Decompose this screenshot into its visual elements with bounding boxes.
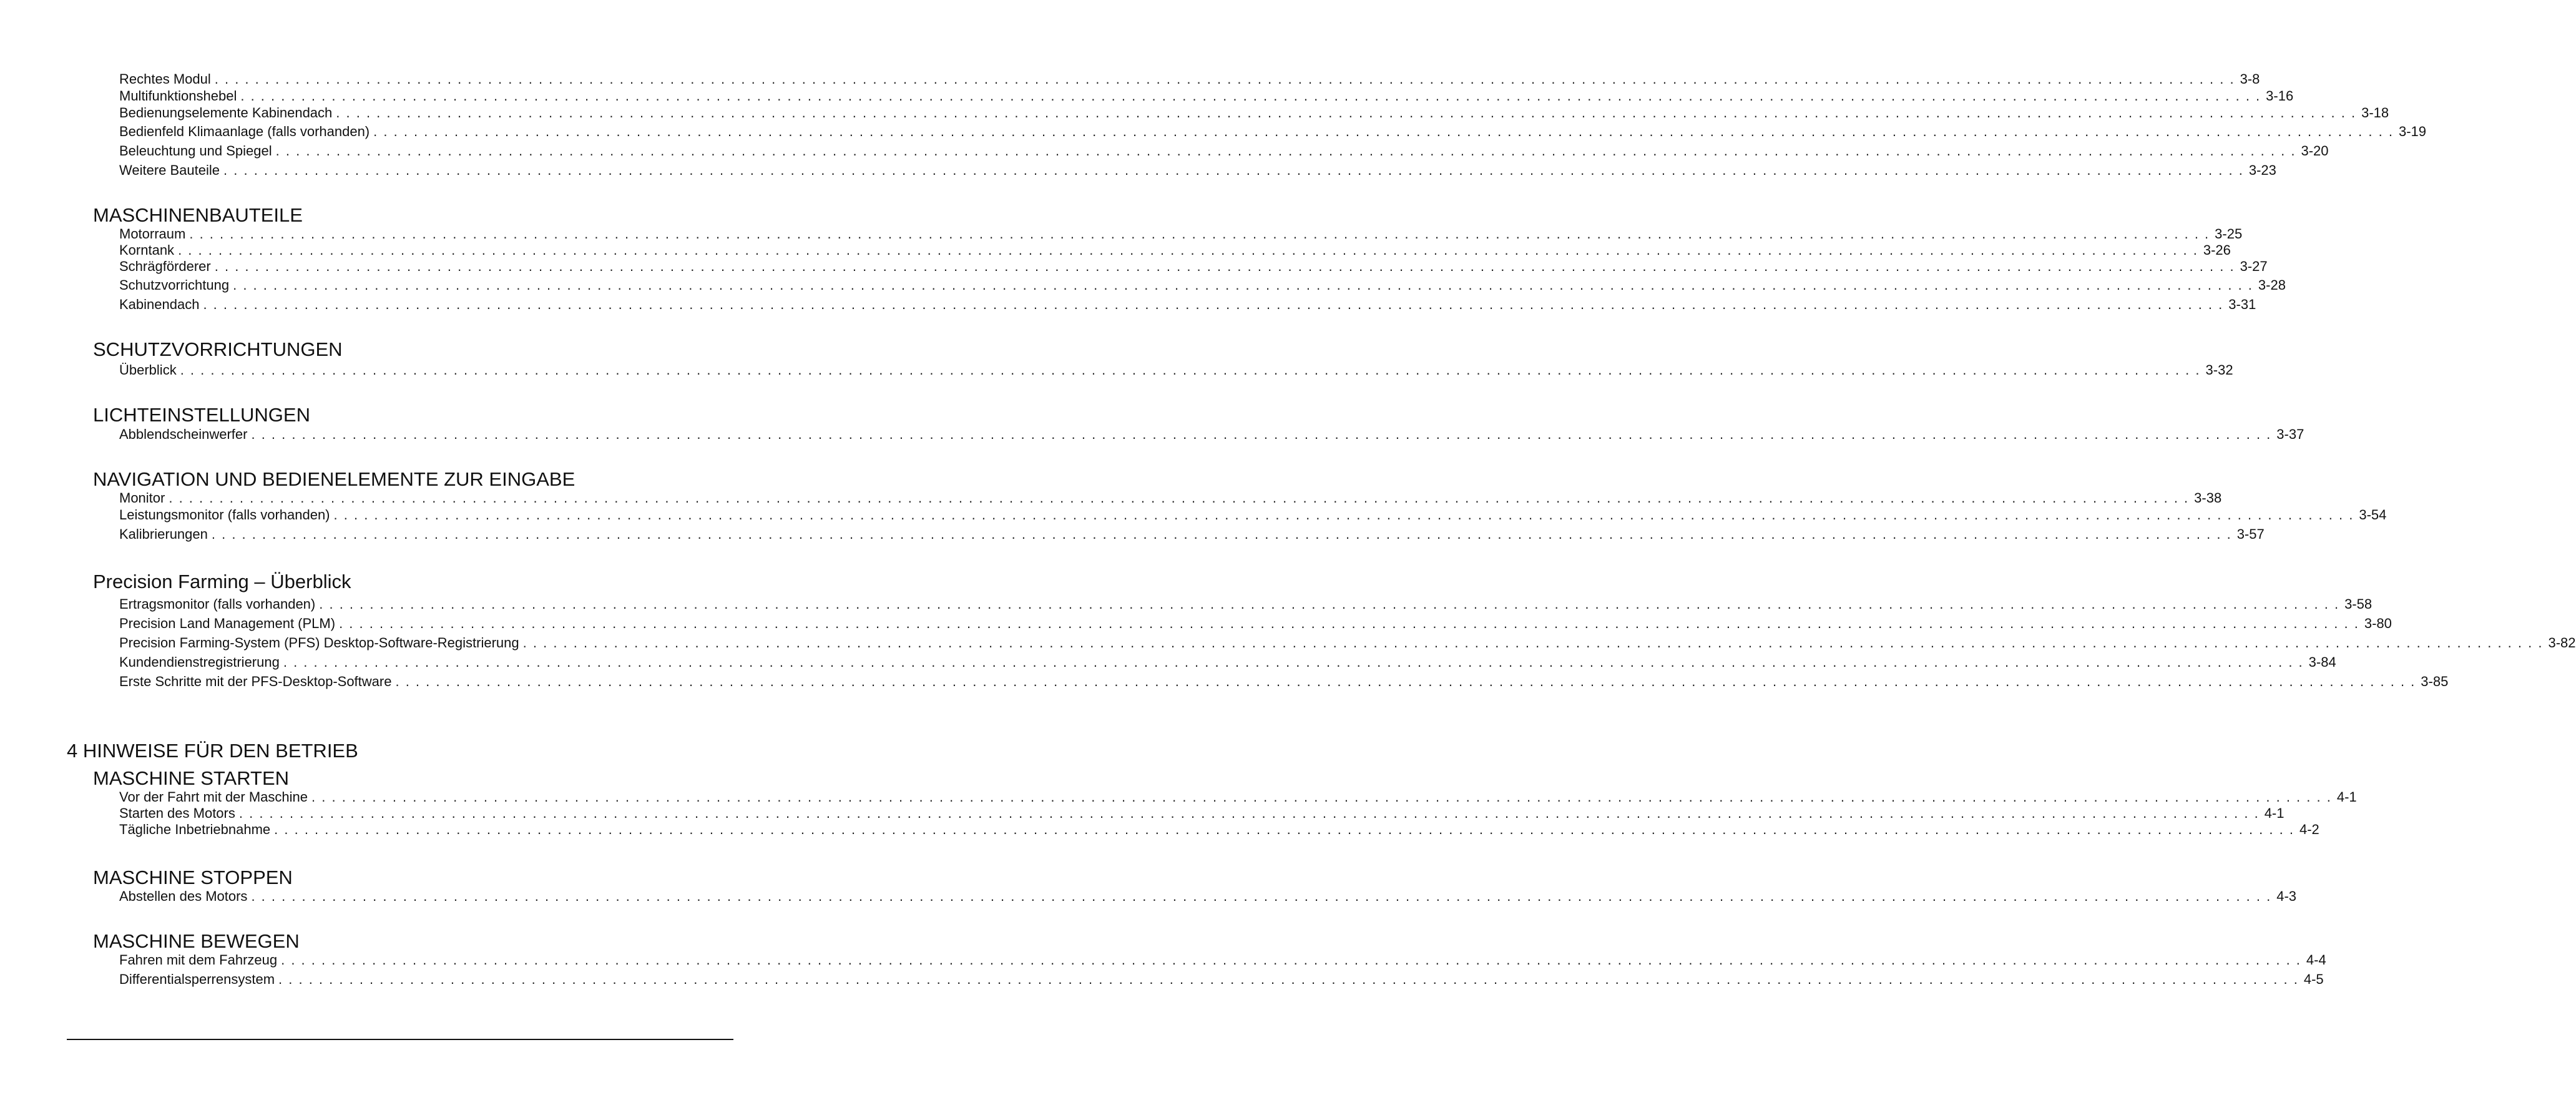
toc-entry[interactable] <box>119 596 2373 612</box>
toc-entry-page: 3-84 <box>2308 654 2336 670</box>
toc-entry[interactable] <box>119 105 2389 121</box>
dot-leader: . . . . . . . . . . . . . . . . . . . . . . . . . . . . . . . . . . . . . . . . . . . . . . . . . . . . . . . . . . . . . . . . . . . . . . . . . . . . . . . . . . . . . . . . . . . . . . . . . . . . . . . . . . . . . . . . . . . . . . . . . . . . . . . . . . . . . . . . . . . . . . . . . . . . . . . . . . . . . . . . . . . . . . . . . . . . . . . . . . . . . . . . . . . . . . . . . . . . . . . . <box>281 952 2301 968</box>
toc-entry[interactable] <box>119 789 2357 805</box>
toc-entry-page: 4-5 <box>2303 971 2324 987</box>
dot-leader: . . . . . . . . . . . . . . . . . . . . . . . . . . . . . . . . . . . . . . . . . . . . . . . . . . . . . . . . . . . . . . . . . . . . . . . . . . . . . . . . . . . . . . . . . . . . . . . . . . . . . . . . . . . . . . . . . . . . . . . . . . . . . . . . . . . . . . . . . . . . . . . . . . . . . . . . . . . . . . . . . . . . . . . . . . . . . . . . . . . . . . . . . . . . . . . . . . . . . . . . <box>373 124 2394 139</box>
toc-entry-title: Leistungsmonitor (falls vorhanden) <box>119 507 330 523</box>
toc-entry[interactable] <box>119 426 2304 443</box>
toc-entry-title: Abstellen des Motors <box>119 888 248 904</box>
toc-entry[interactable] <box>119 124 2426 140</box>
dot-leader: . . . . . . . . . . . . . . . . . . . . . . . . . . . . . . . . . . . . . . . . . . . . . . . . . . . . . . . . . . . . . . . . . . . . . . . . . . . . . . . . . . . . . . . . . . . . . . . . . . . . . . . . . . . . . . . . . . . . . . . . . . . . . . . . . . . . . . . . . . . . . . . . . . . . . . . . . . . . . . . . . . . . . . . . . . . . . . . . . . . . . . . . . . . . . . . . . . . . . . . . <box>169 490 2190 506</box>
toc-entry-page: 3-57 <box>2236 526 2265 542</box>
toc-entry-title: Kabinendach <box>119 297 200 312</box>
dot-leader: . . . . . . . . . . . . . . . . . . . . . . . . . . . . . . . . . . . . . . . . . . . . . . . . . . . . . . . . . . . . . . . . . . . . . . . . . . . . . . . . . . . . . . . . . . . . . . . . . . . . . . . . . . . . . . . . . . . . . . . . . . . . . . . . . . . . . . . . . . . . . . . . . . . . . . . . . . . . . . . . . . . . . . . . . . . . . . . . . . . . . . . . . . . . . . . . . . . . . . . . <box>278 971 2299 987</box>
toc-entry-title: Bedienfeld Klimaanlage (falls vorhanden) <box>119 124 370 139</box>
dot-leader: . . . . . . . . . . . . . . . . . . . . . . . . . . . . . . . . . . . . . . . . . . . . . . . . . . . . . . . . . . . . . . . . . . . . . . . . . . . . . . . . . . . . . . . . . . . . . . . . . . . . . . . . . . . . . . . . . . . . . . . . . . . . . . . . . . . . . . . . . . . . . . . . . . . . . . . . . . . . . . . . . . . . . . . . . . . . . . . . . . . . . . . . . . . . . . . . . . . . . . . . <box>339 616 2359 631</box>
toc-entry-title: Differentialsperrensystem <box>119 971 275 987</box>
toc-entry[interactable] <box>119 88 2294 104</box>
toc-entry[interactable] <box>119 277 2286 293</box>
section-heading: SCHUTZVORRICHTUNGEN <box>93 338 343 360</box>
dot-leader: . . . . . . . . . . . . . . . . . . . . . . . . . . . . . . . . . . . . . . . . . . . . . . . . . . . . . . . . . . . . . . . . . . . . . . . . . . . . . . . . . . . . . . . . . . . . . . . . . . . . . . . . . . . . . . . . . . . . . . . . . . . . . . . . . . . . . . . . . . . . . . . . . . . . . . . . . . . . . . . . . . . . . . . . . . . . . . . . . . . . . . . . . . . . . . . . . . . . . . . . <box>319 596 2340 612</box>
toc-entry[interactable] <box>119 162 2276 179</box>
toc-entry-page: 3-58 <box>2344 596 2373 612</box>
toc-entry-page: 4-2 <box>2299 822 2319 837</box>
toc-entry-title: Überblick <box>119 362 177 378</box>
toc-entry-title: Erste Schritte mit der PFS-Desktop-Software <box>119 674 392 689</box>
dot-leader: . . . . . . . . . . . . . . . . . . . . . . . . . . . . . . . . . . . . . . . . . . . . . . . . . . . . . . . . . . . . . . . . . . . . . . . . . . . . . . . . . . . . . . . . . . . . . . . . . . . . . . . . . . . . . . . . . . . . . . . . . . . . . . . . . . . . . . . . . . . . . . . . . . . . . . . . . . . . . . . . . . . . . . . . . . . . . . . . . . . . . . . . . . . . . . . . . . . . . . . . <box>189 226 2210 242</box>
toc-entry[interactable] <box>119 616 2392 632</box>
toc-entry-page: 4-3 <box>2276 888 2297 904</box>
dot-leader: . . . . . . . . . . . . . . . . . . . . . . . . . . . . . . . . . . . . . . . . . . . . . . . . . . . . . . . . . . . . . . . . . . . . . . . . . . . . . . . . . . . . . . . . . . . . . . . . . . . . . . . . . . . . . . . . . . . . . . . . . . . . . . . . . . . . . . . . . . . . . . . . . . . . . . . . . . . . . . . . . . . . . . . . . . . . . . . . . . . . . . . . . . . . . . . . . . . . . . . . <box>274 822 2294 837</box>
toc-entry[interactable] <box>119 822 2319 838</box>
toc-entry[interactable] <box>119 805 2285 822</box>
toc-entry-page: 3-38 <box>2194 490 2222 506</box>
toc-entry-title: Fahren mit dem Fahrzeug <box>119 952 278 968</box>
toc-entry-page: 3-26 <box>2203 242 2231 258</box>
toc-entry[interactable] <box>119 490 2222 506</box>
dot-leader: . . . . . . . . . . . . . . . . . . . . . . . . . . . . . . . . . . . . . . . . . . . . . . . . . . . . . . . . . . . . . . . . . . . . . . . . . . . . . . . . . . . . . . . . . . . . . . . . . . . . . . . . . . . . . . . . . . . . . . . . . . . . . . . . . . . . . . . . . . . . . . . . . . . . . . . . . . . . . . . . . . . . . . . . . . . . . . . . . . . . . . . . . . . . . . . . . . . . . . . . <box>214 258 2235 274</box>
toc-entry-page: 3-31 <box>2228 297 2256 312</box>
toc-entry-title: Tägliche Inbetriebnahme <box>119 822 271 837</box>
toc-entry-title: Abblendscheinwerfer <box>119 426 248 442</box>
section-heading: LICHTEINSTELLUNGEN <box>93 404 310 426</box>
toc-entry-page: 3-20 <box>2301 143 2329 159</box>
toc-entry-title: Weitere Bauteile <box>119 162 220 178</box>
toc-entry-page: 3-28 <box>2258 277 2286 293</box>
toc-entry-title: Vor der Fahrt mit der Maschine <box>119 789 308 805</box>
dot-leader: . . . . . . . . . . . . . . . . . . . . . . . . . . . . . . . . . . . . . . . . . . . . . . . . . . . . . . . . . . . . . . . . . . . . . . . . . . . . . . . . . . . . . . . . . . . . . . . . . . . . . . . . . . . . . . . . . . . . . . . . . . . . . . . . . . . . . . . . . . . . . . . . . . . . . . . . . . . . . . . . . . . . . . . . . . . . . . . . . . . . . . . . . . . . . . . . . . . . . . . . <box>283 654 2304 670</box>
dot-leader: . . . . . . . . . . . . . . . . . . . . . . . . . . . . . . . . . . . . . . . . . . . . . . . . . . . . . . . . . . . . . . . . . . . . . . . . . . . . . . . . . . . . . . . . . . . . . . . . . . . . . . . . . . . . . . . . . . . . . . . . . . . . . . . . . . . . . . . . . . . . . . . . . . . . . . . . . . . . . . . . . . . . . . . . . . . . . . . . . . . . . . . . . . . . . . . . . . . . . . . . <box>333 507 2354 523</box>
toc-entry-page: 3-32 <box>2205 362 2233 378</box>
toc-entry-page: 3-37 <box>2276 426 2304 442</box>
toc-entry-page: 3-8 <box>2240 71 2260 87</box>
dot-leader: . . . . . . . . . . . . . . . . . . . . . . . . . . . . . . . . . . . . . . . . . . . . . . . . . . . . . . . . . . . . . . . . . . . . . . . . . . . . . . . . . . . . . . . . . . . . . . . . . . . . . . . . . . . . . . . . . . . . . . . . . . . . . . . . . . . . . . . . . . . . . . . . . . . . . . . . . . . . . . . . . . . . . . . . . . . . . . . . . . . . . . . . . . . . . . . . . . . . . . . . <box>395 674 2416 689</box>
toc-entry[interactable] <box>119 71 2260 87</box>
dot-leader: . . . . . . . . . . . . . . . . . . . . . . . . . . . . . . . . . . . . . . . . . . . . . . . . . . . . . . . . . . . . . . . . . . . . . . . . . . . . . . . . . . . . . . . . . . . . . . . . . . . . . . . . . . . . . . . . . . . . . . . . . . . . . . . . . . . . . . . . . . . . . . . . . . . . . . . . . . . . . . . . . . . . . . . . . . . . . . . . . . . . . . . . . . . . . . . . . . . . . . . . <box>211 526 2232 542</box>
dot-leader: . . . . . . . . . . . . . . . . . . . . . . . . . . . . . . . . . . . . . . . . . . . . . . . . . . . . . . . . . . . . . . . . . . . . . . . . . . . . . . . . . . . . . . . . . . . . . . . . . . . . . . . . . . . . . . . . . . . . . . . . . . . . . . . . . . . . . . . . . . . . . . . . . . . . . . . . . . . . . . . . . . . . . . . . . . . . . . . . . . . . . . . . . . . . . . . . . . . . . . . . <box>240 88 2261 104</box>
section-heading: MASCHINE BEWEGEN <box>93 930 300 952</box>
toc-entry-page: 3-25 <box>2215 226 2243 242</box>
toc-entry[interactable] <box>119 654 2336 670</box>
toc-entry-title: Precision Land Management (PLM) <box>119 616 336 631</box>
toc-entry-title: Rechtes Modul <box>119 71 211 87</box>
toc-entry-title: Starten des Motors <box>119 805 235 821</box>
dot-leader: . . . . . . . . . . . . . . . . . . . . . . . . . . . . . . . . . . . . . . . . . . . . . . . . . . . . . . . . . . . . . . . . . . . . . . . . . . . . . . . . . . . . . . . . . . . . . . . . . . . . . . . . . . . . . . . . . . . . . . . . . . . . . . . . . . . . . . . . . . . . . . . . . . . . . . . . . . . . . . . . . . . . . . . . . . . . . . . . . . . . . . . . . . . . . . . . . . . . . . . . <box>238 805 2260 821</box>
toc-entry[interactable] <box>119 297 2256 313</box>
toc-entry[interactable] <box>119 226 2243 242</box>
toc-entry-title: Ertragsmonitor (falls vorhanden) <box>119 596 316 612</box>
section-heading: MASCHINENBAUTEILE <box>93 204 303 226</box>
dot-leader: . . . . . . . . . . . . . . . . . . . . . . . . . . . . . . . . . . . . . . . . . . . . . . . . . . . . . . . . . . . . . . . . . . . . . . . . . . . . . . . . . . . . . . . . . . . . . . . . . . . . . . . . . . . . . . . . . . . . . . . . . . . . . . . . . . . . . . . . . . . . . . . . . . . . . . . . . . . . . . . . . . . . . . . . . . . . . . . . . . . . . . . . . . . . . . . . . . . . . . . . <box>251 426 2272 442</box>
toc-entry[interactable] <box>119 888 2297 905</box>
toc-entry-page: 3-85 <box>2421 674 2449 689</box>
dot-leader: . . . . . . . . . . . . . . . . . . . . . . . . . . . . . . . . . . . . . . . . . . . . . . . . . . . . . . . . . . . . . . . . . . . . . . . . . . . . . . . . . . . . . . . . . . . . . . . . . . . . . . . . . . . . . . . . . . . . . . . . . . . . . . . . . . . . . . . . . . . . . . . . . . . . . . . . . . . . . . . . . . . . . . . . . . . . . . . . . . . . . . . . . . . . . . . . . . . . . . . . <box>275 143 2296 159</box>
toc-entry-title: Kundendienstregistrierung <box>119 654 280 670</box>
section-heading: MASCHINE STOPPEN <box>93 867 293 888</box>
dot-leader: . . . . . . . . . . . . . . . . . . . . . . . . . . . . . . . . . . . . . . . . . . . . . . . . . . . . . . . . . . . . . . . . . . . . . . . . . . . . . . . . . . . . . . . . . . . . . . . . . . . . . . . . . . . . . . . . . . . . . . . . . . . . . . . . . . . . . . . . . . . . . . . . . . . . . . . . . . . . . . . . . . . . . . . . . . . . . . . . . . . . . . . . . . . . . . . . . . . . . . . . <box>251 888 2272 904</box>
toc-entry[interactable] <box>119 362 2233 378</box>
toc-entry[interactable] <box>119 526 2265 543</box>
toc-entry-title: Monitor <box>119 490 165 506</box>
toc-entry[interactable] <box>119 143 2329 159</box>
toc-entry-page: 4-1 <box>2264 805 2285 821</box>
dot-leader: . . . . . . . . . . . . . . . . . . . . . . . . . . . . . . . . . . . . . . . . . . . . . . . . . . . . . . . . . . . . . . . . . . . . . . . . . . . . . . . . . . . . . . . . . . . . . . . . . . . . . . . . . . . . . . . . . . . . . . . . . . . . . . . . . . . . . . . . . . . . . . . . . . . . . . . . . . . . . . . . . . . . . . . . . . . . . . . . . . . . . . . . . . . . . . . . . . . . . . . . <box>203 297 2224 312</box>
dot-leader: . . . . . . . . . . . . . . . . . . . . . . . . . . . . . . . . . . . . . . . . . . . . . . . . . . . . . . . . . . . . . . . . . . . . . . . . . . . . . . . . . . . . . . . . . . . . . . . . . . . . . . . . . . . . . . . . . . . . . . . . . . . . . . . . . . . . . . . . . . . . . . . . . . . . . . . . . . . . . . . . . . . . . . . . . . . . . . . . . . . . . . . . . . . . . . . . . . . . . . . . <box>233 277 2253 293</box>
dot-leader: . . . . . . . . . . . . . . . . . . . . . . . . . . . . . . . . . . . . . . . . . . . . . . . . . . . . . . . . . . . . . . . . . . . . . . . . . . . . . . . . . . . . . . . . . . . . . . . . . . . . . . . . . . . . . . . . . . . . . . . . . . . . . . . . . . . . . . . . . . . . . . . . . . . . . . . . . . . . . . . . . . . . . . . . . . . . . . . . . . . . . . . . . . . . . . . . . . . . . . . . <box>178 242 2198 258</box>
section-heading: MASCHINE STARTEN <box>93 767 290 789</box>
toc-entry-page: 4-4 <box>2306 952 2326 968</box>
toc-entry[interactable] <box>119 971 2324 988</box>
dot-leader: . . . . . . . . . . . . . . . . . . . . . . . . . . . . . . . . . . . . . . . . . . . . . . . . . . . . . . . . . . . . . . . . . . . . . . . . . . . . . . . . . . . . . . . . . . . . . . . . . . . . . . . . . . . . . . . . . . . . . . . . . . . . . . . . . . . . . . . . . . . . . . . . . . . . . . . . . . . . . . . . . . . . . . . . . . . . . . . . . . . . . . . . . . . . . . . . . . . . . . . . <box>223 162 2244 178</box>
toc-entry-page: 3-80 <box>2364 616 2392 631</box>
toc-entry[interactable] <box>119 635 2576 651</box>
toc-entry-page: 3-19 <box>2398 124 2426 139</box>
toc-entry-page: 3-16 <box>2266 88 2294 104</box>
toc-entry-title: Beleuchtung und Spiegel <box>119 143 272 159</box>
toc-entry-title: Motorraum <box>119 226 186 242</box>
footer-rule <box>67 1039 733 1040</box>
dot-leader: . . . . . . . . . . . . . . . . . . . . . . . . . . . . . . . . . . . . . . . . . . . . . . . . . . . . . . . . . . . . . . . . . . . . . . . . . . . . . . . . . . . . . . . . . . . . . . . . . . . . . . . . . . . . . . . . . . . . . . . . . . . . . . . . . . . . . . . . . . . . . . . . . . . . . . . . . . . . . . . . . . . . . . . . . . . . . . . . . . . . . . . . . . . . . . . . . . . . . . . . <box>522 635 2544 651</box>
toc-entry[interactable] <box>119 674 2449 690</box>
section-heading: NAVIGATION UND BEDIENELEMENTE ZUR EINGABE <box>93 468 575 490</box>
toc-entry-title: Precision Farming-System (PFS) Desktop-Software-Registrierung <box>119 635 519 651</box>
toc-entry-title: Schutzvorrichtung <box>119 277 230 293</box>
section-heading: Precision Farming – Überblick <box>93 571 351 592</box>
toc-entry[interactable] <box>119 242 2231 258</box>
dot-leader: . . . . . . . . . . . . . . . . . . . . . . . . . . . . . . . . . . . . . . . . . . . . . . . . . . . . . . . . . . . . . . . . . . . . . . . . . . . . . . . . . . . . . . . . . . . . . . . . . . . . . . . . . . . . . . . . . . . . . . . . . . . . . . . . . . . . . . . . . . . . . . . . . . . . . . . . . . . . . . . . . . . . . . . . . . . . . . . . . . . . . . . . . . . . . . . . . . . . . . . . <box>180 362 2201 378</box>
toc-entry-page: 3-23 <box>2248 162 2276 178</box>
toc-entry-page: 3-54 <box>2359 507 2387 523</box>
dot-leader: . . . . . . . . . . . . . . . . . . . . . . . . . . . . . . . . . . . . . . . . . . . . . . . . . . . . . . . . . . . . . . . . . . . . . . . . . . . . . . . . . . . . . . . . . . . . . . . . . . . . . . . . . . . . . . . . . . . . . . . . . . . . . . . . . . . . . . . . . . . . . . . . . . . . . . . . . . . . . . . . . . . . . . . . . . . . . . . . . . . . . . . . . . . . . . . . . . . . . . . . <box>311 789 2332 805</box>
toc-entry-title: Kalibrierungen <box>119 526 208 542</box>
toc-entry[interactable] <box>119 952 2326 968</box>
dot-leader: . . . . . . . . . . . . . . . . . . . . . . . . . . . . . . . . . . . . . . . . . . . . . . . . . . . . . . . . . . . . . . . . . . . . . . . . . . . . . . . . . . . . . . . . . . . . . . . . . . . . . . . . . . . . . . . . . . . . . . . . . . . . . . . . . . . . . . . . . . . . . . . . . . . . . . . . . . . . . . . . . . . . . . . . . . . . . . . . . . . . . . . . . . . . . . . . . . . . . . . . <box>214 71 2235 87</box>
toc-entry-title: Schrägförderer <box>119 258 211 274</box>
toc-entry-title: Bedienungselemente Kabinendach <box>119 105 333 120</box>
toc-entry[interactable] <box>119 507 2387 523</box>
chapter-heading: 4 HINWEISE FÜR DEN BETRIEB <box>67 740 358 762</box>
toc-entry-page: 3-27 <box>2240 258 2268 274</box>
toc-entry-title: Korntank <box>119 242 175 258</box>
toc-entry-page: 4-1 <box>2336 789 2357 805</box>
toc-entry-page: 3-82 <box>2548 635 2576 651</box>
toc-entry[interactable] <box>119 258 2268 275</box>
toc-entry-title: Multifunktionshebel <box>119 88 237 104</box>
toc-entry-page: 3-18 <box>2361 105 2389 120</box>
dot-leader: . . . . . . . . . . . . . . . . . . . . . . . . . . . . . . . . . . . . . . . . . . . . . . . . . . . . . . . . . . . . . . . . . . . . . . . . . . . . . . . . . . . . . . . . . . . . . . . . . . . . . . . . . . . . . . . . . . . . . . . . . . . . . . . . . . . . . . . . . . . . . . . . . . . . . . . . . . . . . . . . . . . . . . . . . . . . . . . . . . . . . . . . . . . . . . . . . . . . . . . . <box>336 105 2357 120</box>
